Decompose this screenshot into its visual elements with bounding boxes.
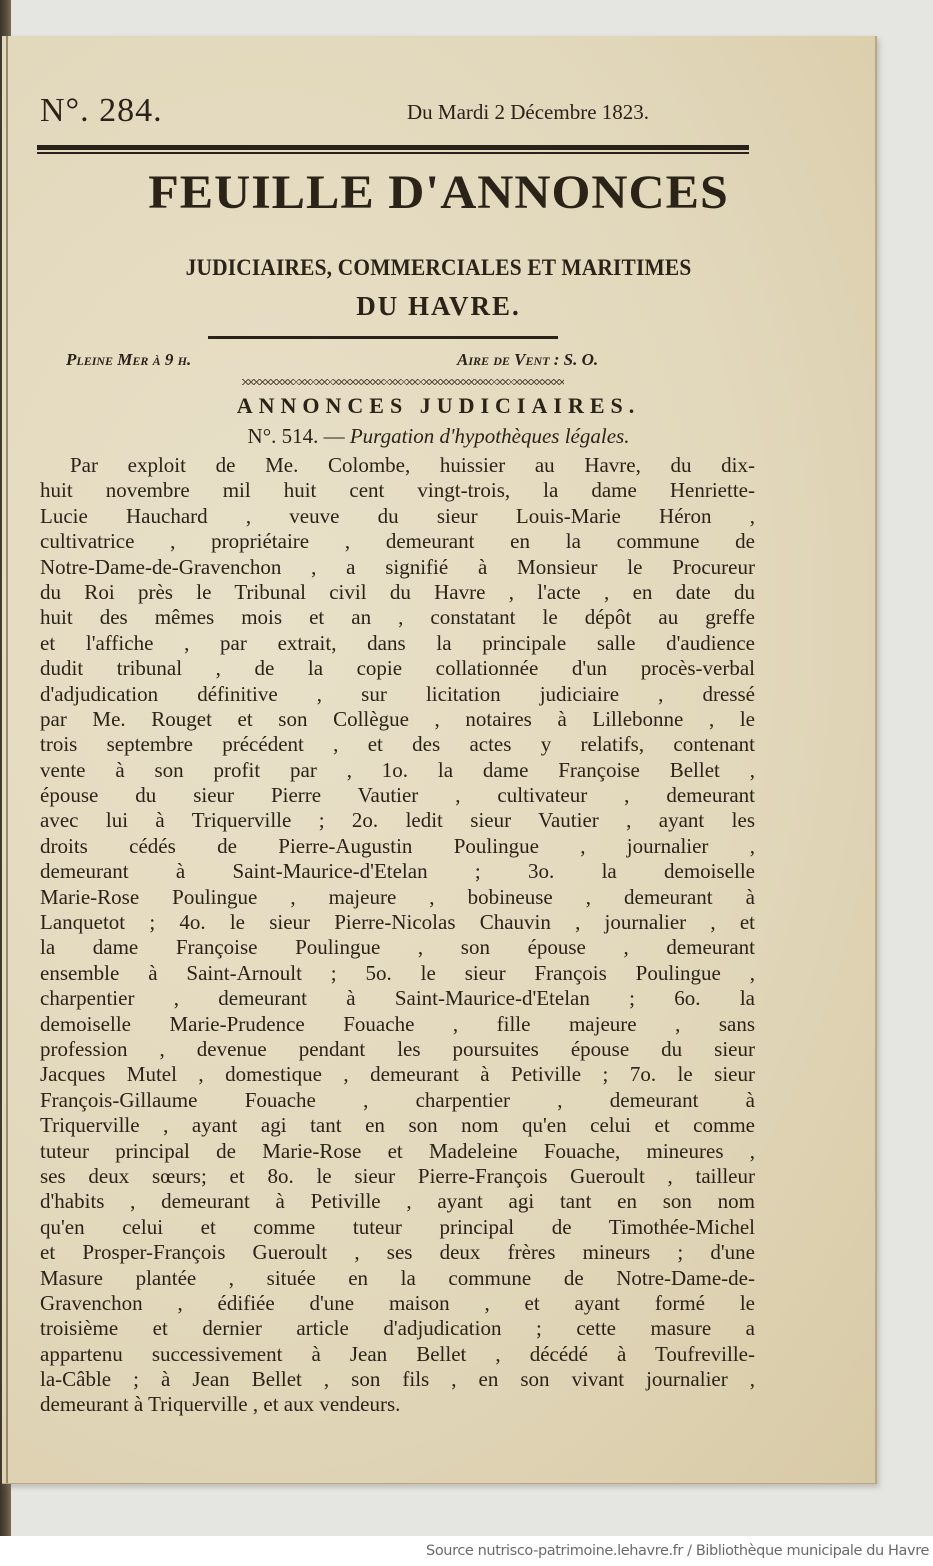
article-line: huit des mêmes mois et an , constatant le dépôt au greffe (40, 605, 755, 630)
ornamental-divider (242, 379, 564, 385)
article-line: ensemble à Saint-Arnoult ; 5o. le sieur François Poulingue , (40, 960, 755, 985)
wind-info: Aire de Vent : S. O. (457, 350, 599, 369)
issue-date: Du Mardi 2 Décembre 1823. (407, 100, 650, 124)
article-line: François-Gillaume Fouache , charpentier , demeurant à (40, 1087, 755, 1112)
article-line: Masure plantée , située en la commune de Notre-Dame-de- (40, 1265, 755, 1290)
newspaper-page (2, 36, 877, 1484)
article-line: d'habits , demeurant à Petiville , ayant agi tant en son nom (40, 1189, 755, 1214)
article-line: Lanquetot ; 4o. le sieur Pierre-Nicolas Chauvin , journalier , et (40, 910, 755, 935)
article-line: demoiselle Marie-Prudence Fouache , fille majeure , sans (40, 1011, 755, 1036)
article-line: d'adjudication définitive , sur licitation judiciaire , dressé (40, 681, 755, 706)
notice-number: N°. 514. — (247, 424, 345, 448)
tide-info: Pleine Mer à 9 h. (66, 350, 192, 369)
article-line: dudit tribunal , de la copie collationnée d'un procès-verbal (40, 656, 755, 681)
section-heading: ANNONCES JUDICIAIRES. (236, 393, 641, 418)
article-line: du Roi près le Tribunal civil du Havre , l'acte , en date du (40, 579, 755, 604)
article-line: épouse du sieur Pierre Vautier , cultivateur , demeurant (40, 783, 755, 808)
article-line: huit novembre mil huit cent vingt-trois, la dame Henriette- (40, 478, 755, 503)
article-line: la-Câble ; à Jean Bellet , son fils , en son vivant journalier , (40, 1367, 755, 1392)
masthead-subtitle-1: JUDICIAIRES, COMMERCIALES ET MARITIMES (185, 255, 692, 280)
header-rule-thin (37, 152, 749, 154)
fold-line (6, 36, 8, 1483)
article-line: Triquerville , ayant agi tant en son nom qu'en celui et comme (40, 1113, 755, 1138)
article-line: vente à son profit par , 1o. la dame Françoise Bellet , (40, 757, 755, 782)
issue-number: N°. 284. (40, 92, 163, 129)
masthead-subtitle-2: DU HAVRE. (356, 291, 521, 321)
article-line: Par exploit de Me. Colombe, huissier au Havre, du dix- (70, 453, 755, 477)
header-rule-thick (37, 145, 749, 150)
article-line: demeurant à Triquerville , et aux vendeurs. (40, 1392, 401, 1417)
article-body (40, 453, 755, 1418)
article-line: ses deux sœurs; et 8o. le sieur Pierre-François Gueroult , tailleur (40, 1163, 755, 1188)
article-line: la dame Françoise Poulingue , son épouse , demeurant (40, 935, 755, 960)
article-line: Lucie Hauchard , veuve du sieur Louis-Marie Héron , (40, 503, 755, 528)
masthead-rule (208, 336, 558, 339)
masthead-title: FEUILLE D'ANNONCES (148, 165, 729, 219)
article-line: demeurant à Saint-Maurice-d'Etelan ; 3o. la demoiselle (40, 859, 755, 884)
article-line: avec lui à Triquerville ; 2o. ledit sieur Vautier , ayant les (40, 808, 755, 833)
article-line: trois septembre précédent , et des actes y relatifs, contenant (40, 732, 755, 757)
article-line: et l'affiche , par extrait, dans la principale salle d'audience (40, 630, 755, 655)
article-line: tuteur principal de Marie-Rose et Madeleine Fouache, mineures , (40, 1138, 755, 1163)
article-line: droits cédés de Pierre-Augustin Poulingue , journalier , (40, 833, 755, 858)
article-line: cultivatrice , propriétaire , demeurant en la commune de (40, 529, 755, 554)
notice-title: Purgation d'hypothèques légales. (349, 424, 630, 448)
article-line: profession , devenue pendant les poursuites épouse du sieur (40, 1036, 755, 1061)
article-line: Notre-Dame-de-Gravenchon , a signifié à Monsieur le Procureur (40, 554, 755, 579)
source-credit: Source nutrisco-patrimoine.lehavre.fr / Bibliothèque municipale du Havre (426, 1543, 929, 1559)
article-line: Jacques Mutel , domestique , demeurant à Petiville ; 7o. le sieur (40, 1062, 755, 1087)
article-line: charpentier , demeurant à Saint-Maurice-d'Etelan ; 6o. la (40, 986, 755, 1011)
article-line: par Me. Rouget et son Collègue , notaires à Lillebonne , le (40, 706, 755, 731)
article-line: qu'en celui et comme tuteur principal de Timothée-Michel (40, 1214, 755, 1239)
article-line: Marie-Rose Poulingue , majeure , bobineuse , demeurant à (40, 884, 755, 909)
article-line: Gravenchon , édifiée d'une maison , et ayant formé le (40, 1290, 755, 1315)
article-line: et Prosper-François Gueroult , ses deux frères mineurs ; d'une (40, 1240, 755, 1265)
notice-heading (2, 424, 875, 449)
article-line: appartenu successivement à Jean Bellet , décédé à Toufreville- (40, 1341, 755, 1366)
article-line: troisième et dernier article d'adjudication ; cette masure a (40, 1316, 755, 1341)
